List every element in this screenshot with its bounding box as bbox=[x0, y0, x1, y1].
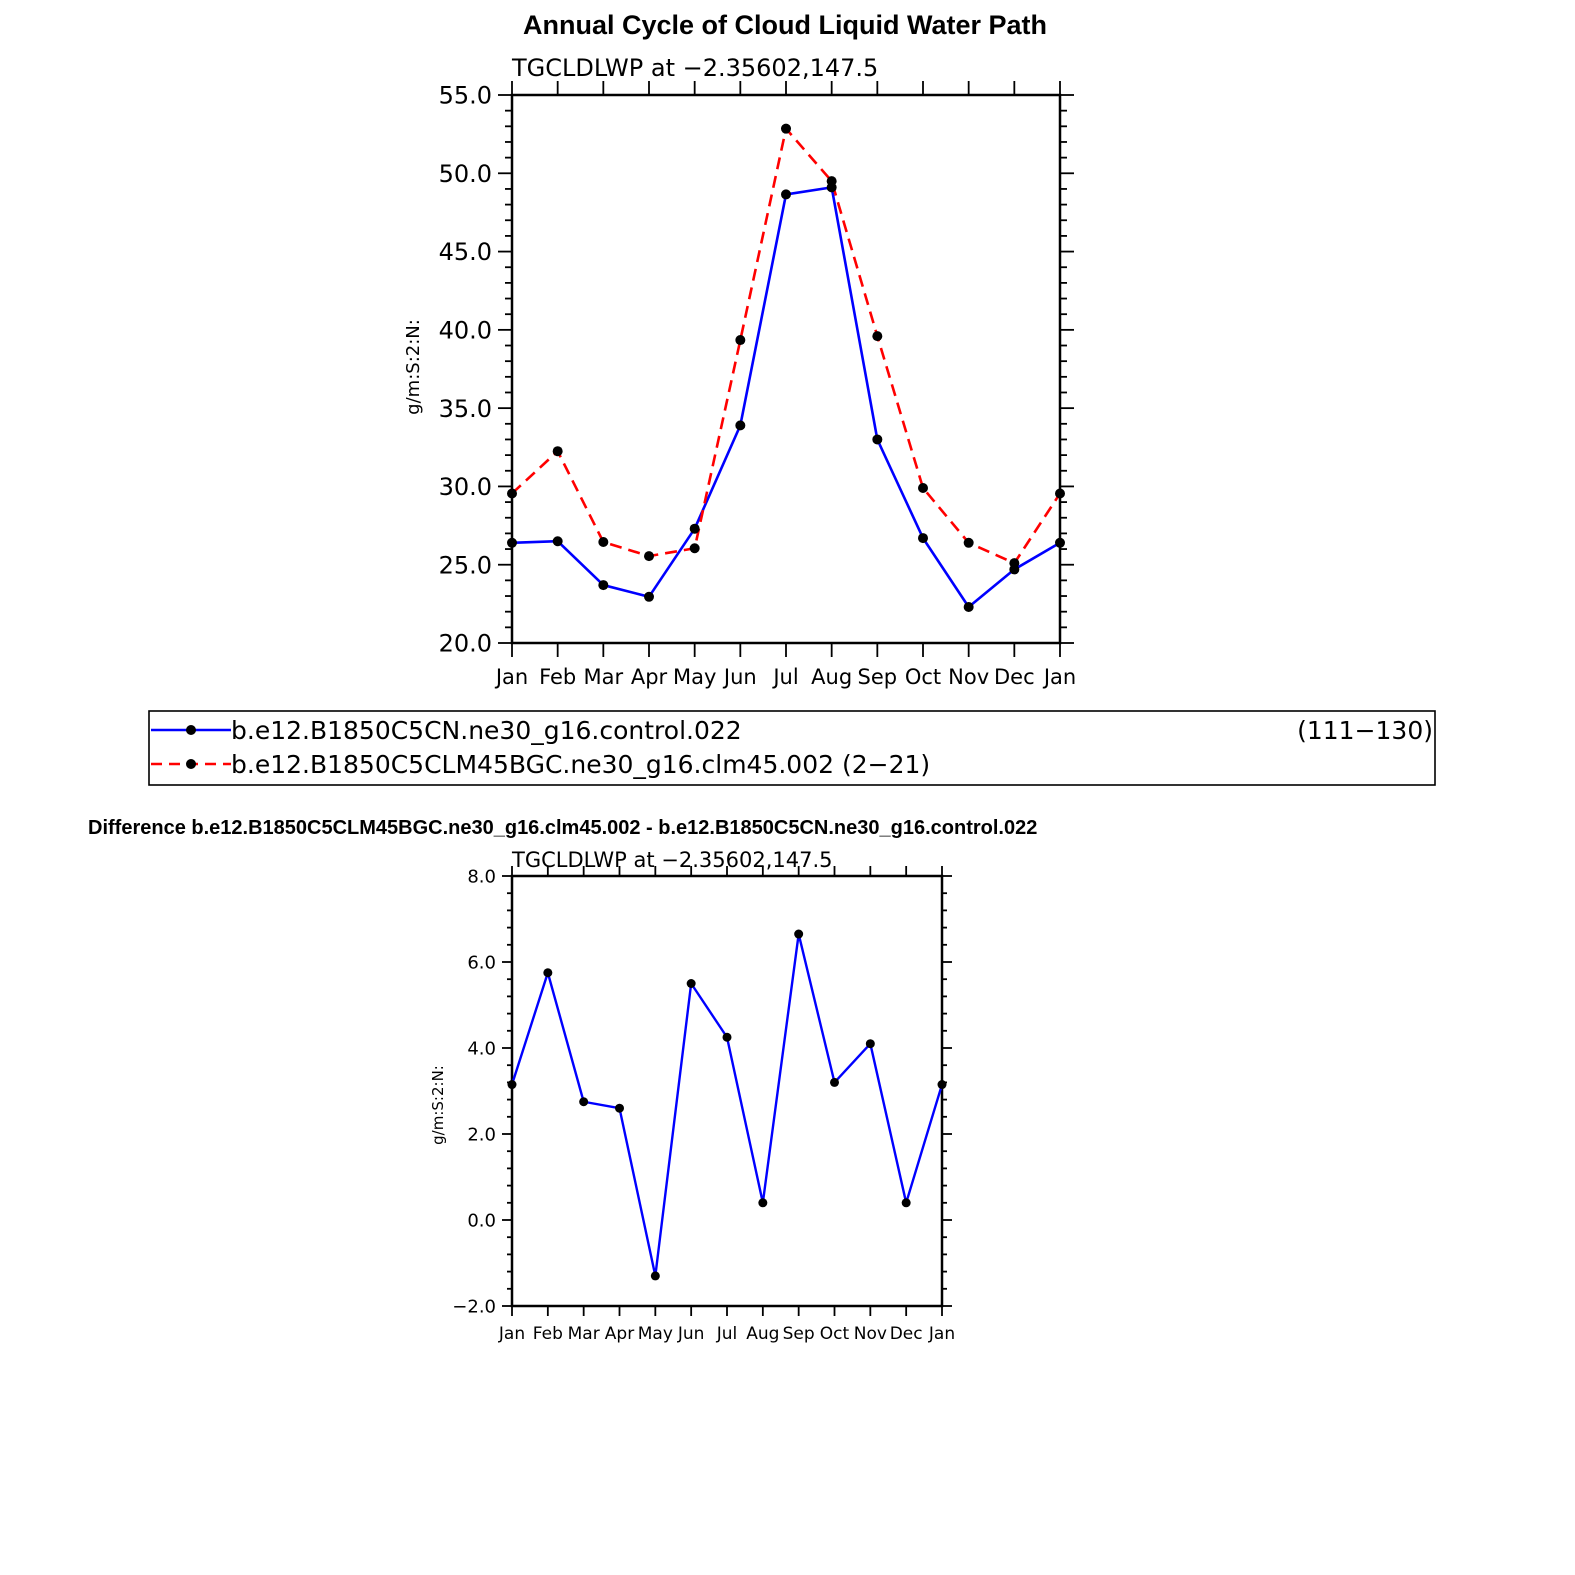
chart1-point-1 bbox=[507, 538, 517, 548]
chart2-point-1 bbox=[543, 968, 552, 977]
chart1-point-1 bbox=[872, 434, 882, 444]
chart1-point-1 bbox=[964, 602, 974, 612]
chart1-ytick-label: 25.0 bbox=[438, 551, 492, 580]
chart1-xtick-label: Aug bbox=[811, 665, 853, 689]
chart1-point-2 bbox=[827, 176, 837, 186]
chart2-xtick-label: Sep bbox=[782, 1324, 815, 1344]
chart1-point-1 bbox=[553, 536, 563, 546]
chart2-ytick-label: 2.0 bbox=[467, 1124, 496, 1146]
chart2-series bbox=[508, 930, 947, 1281]
chart2-xtick-label: Feb bbox=[532, 1324, 563, 1344]
chart2-ytick-label: 6.0 bbox=[467, 952, 496, 974]
chart2-point-1 bbox=[938, 1080, 947, 1089]
chart1-xtick-label: Apr bbox=[630, 665, 668, 689]
chart2-ytick-label: 4.0 bbox=[467, 1038, 496, 1060]
chart1-ytick-label: 30.0 bbox=[438, 473, 492, 502]
chart2-point-1 bbox=[902, 1198, 911, 1207]
chart1-series-line-1 bbox=[512, 187, 1060, 607]
main-title: Annual Cycle of Cloud Liquid Water Path bbox=[522, 10, 1048, 40]
chart2-point-1 bbox=[758, 1198, 767, 1207]
chart1-xtick-label: May bbox=[672, 665, 717, 689]
chart1-xtick-label: Dec bbox=[994, 665, 1035, 689]
chart2-point-1 bbox=[866, 1039, 875, 1048]
chart1-xtick-label: Mar bbox=[583, 665, 624, 689]
chart1-frame bbox=[512, 95, 1060, 643]
chart1-ytick-label: 40.0 bbox=[438, 316, 492, 345]
chart2-point-1 bbox=[687, 979, 696, 988]
chart1-point-2 bbox=[507, 488, 517, 498]
chart1-point-1 bbox=[598, 580, 608, 590]
chart2-xtick-label: Jan bbox=[498, 1324, 526, 1344]
chart2-ytick-label: 0.0 bbox=[467, 1210, 496, 1232]
chart1-ytick-label: 45.0 bbox=[438, 238, 492, 267]
chart2-series-line-1 bbox=[512, 934, 942, 1276]
chart1-point-2 bbox=[735, 335, 745, 345]
chart2-point-1 bbox=[723, 1033, 732, 1042]
chart1-ylabel: g/m:S:2:N: bbox=[403, 319, 424, 415]
chart1-point-2 bbox=[598, 537, 608, 547]
chart1-point-2 bbox=[1009, 558, 1019, 568]
chart2-ytick-label: 8.0 bbox=[467, 866, 496, 888]
chart2-xtick-label: Mar bbox=[567, 1324, 600, 1344]
difference-chart bbox=[88, 817, 1037, 1344]
chart1-ytick-label: 50.0 bbox=[438, 159, 492, 188]
chart1-point-1 bbox=[1055, 538, 1065, 548]
chart2-xtick-label: Apr bbox=[604, 1324, 635, 1344]
chart2-point-1 bbox=[579, 1097, 588, 1106]
legend-label-clm45: b.e12.B1850C5CLM45BGC.ne30_g16.clm45.002 (2−21) bbox=[231, 750, 931, 779]
legend-years-control: (111−130) bbox=[1297, 716, 1433, 745]
chart2-xtick-label: Nov bbox=[853, 1324, 887, 1344]
chart2-xtick-label: Oct bbox=[819, 1324, 850, 1344]
chart2-point-1 bbox=[615, 1104, 624, 1113]
chart1-point-1 bbox=[690, 524, 700, 534]
chart1-xtick-label: Oct bbox=[904, 665, 942, 689]
chart1-xtick-label: Feb bbox=[539, 665, 577, 689]
chart1-xtick-label: Jun bbox=[723, 665, 757, 689]
legend-marker-clm45 bbox=[186, 759, 196, 769]
legend bbox=[149, 711, 1435, 785]
chart1-point-2 bbox=[918, 483, 928, 493]
chart1-ytick-label: 35.0 bbox=[438, 394, 492, 423]
chart2-xtick-label: Dec bbox=[889, 1324, 923, 1344]
legend-label-control: b.e12.B1850C5CN.ne30_g16.control.022 bbox=[231, 716, 742, 745]
chart2-point-1 bbox=[508, 1080, 517, 1089]
chart1-point-2 bbox=[781, 124, 791, 134]
chart2-xtick-label: Jun bbox=[677, 1324, 705, 1344]
chart2-xtick-label: Jan bbox=[928, 1324, 956, 1344]
chart1-xtick-label: Jul bbox=[773, 665, 799, 689]
chart1-point-2 bbox=[872, 331, 882, 341]
chart1-xtick-label: Jan bbox=[1043, 665, 1077, 689]
chart1-xtick-label: Nov bbox=[948, 665, 990, 689]
chart1-point-2 bbox=[553, 446, 563, 456]
chart1-point-1 bbox=[781, 189, 791, 199]
chart2-axes bbox=[452, 866, 955, 1344]
chart1-xtick-label: Jan bbox=[495, 665, 529, 689]
chart2-point-1 bbox=[830, 1078, 839, 1087]
chart2-point-1 bbox=[651, 1271, 660, 1280]
chart1-point-2 bbox=[964, 538, 974, 548]
chart2-point-1 bbox=[794, 930, 803, 939]
chart1-ytick-label: 20.0 bbox=[438, 629, 492, 658]
annual-cycle-chart bbox=[403, 54, 1076, 689]
chart1-point-1 bbox=[644, 592, 654, 602]
chart2-frame bbox=[512, 876, 942, 1306]
chart1-subtitle: TGCLDLWP at −2.35602,147.5 bbox=[512, 54, 879, 82]
chart1-point-1 bbox=[918, 533, 928, 543]
chart1-point-2 bbox=[644, 551, 654, 561]
chart2-xtick-label: May bbox=[637, 1324, 673, 1344]
legend-marker-control bbox=[186, 725, 196, 735]
chart2-xtick-label: Aug bbox=[746, 1324, 780, 1344]
chart2-ytick-label: −2.0 bbox=[452, 1296, 496, 1318]
chart1-xtick-label: Sep bbox=[857, 665, 898, 689]
chart1-ytick-label: 55.0 bbox=[438, 81, 492, 110]
chart2-subtitle: TGCLDLWP at −2.35602,147.5 bbox=[512, 848, 833, 872]
chart1-point-2 bbox=[1055, 488, 1065, 498]
chart1-series bbox=[507, 124, 1065, 612]
chart1-point-1 bbox=[735, 420, 745, 430]
chart2-title: Difference b.e12.B1850C5CLM45BGC.ne30_g16.clm45.002 - b.e12.B1850C5CN.ne30_g16.control.022 bbox=[88, 817, 1038, 839]
chart2-xtick-label: Jul bbox=[716, 1324, 738, 1344]
chart2-ylabel: g/m:S:2:N: bbox=[429, 1065, 447, 1145]
chart1-point-2 bbox=[690, 543, 700, 553]
